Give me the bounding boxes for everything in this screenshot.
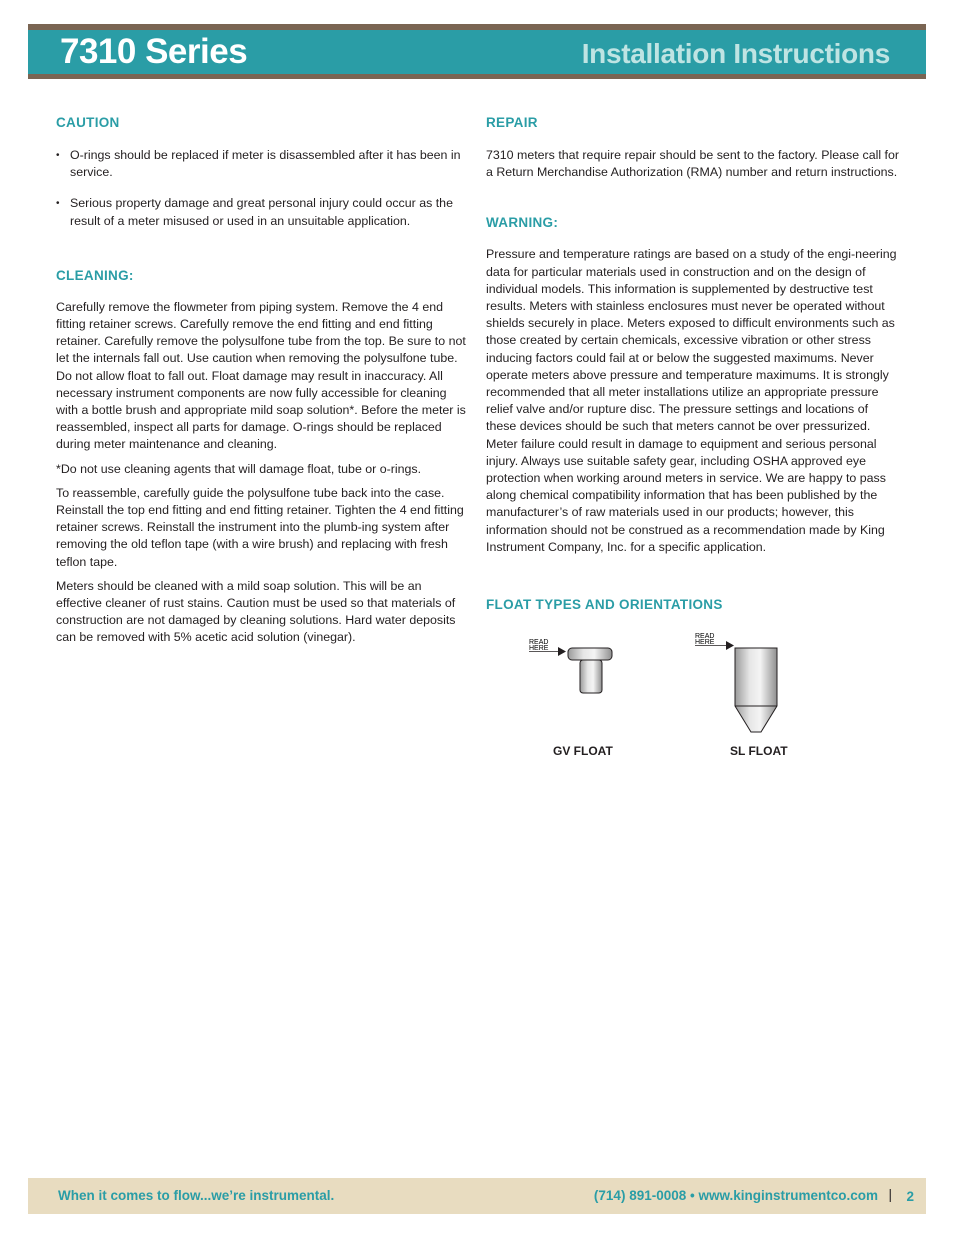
repair-text: 7310 meters that require repair should be sent to the factory. Please call for a Return Merchandise Authorization (RMA) number and return instructions.	[486, 148, 900, 180]
warning-heading: WARNING:	[486, 215, 559, 231]
cleaning-heading: CLEANING:	[56, 267, 134, 283]
left-column	[56, 114, 470, 647]
gv-read-label-1: READ	[529, 639, 549, 647]
caution-heading: CAUTION	[56, 115, 120, 130]
float-types-heading: FLOAT TYPES AND ORIENTATIONS	[486, 597, 723, 613]
gv-read-label-2: HERE	[529, 645, 549, 653]
gv-float-label: GV FLOAT	[553, 744, 613, 759]
series-title: 7310 Series	[60, 32, 248, 71]
sl-float-label: SL FLOAT	[730, 744, 788, 759]
sl-read-label-1: READ	[695, 633, 715, 641]
float-diagram	[486, 628, 900, 788]
float-illustrations	[486, 628, 900, 738]
cleaning-paragraph: To reassemble, carefully guide the polysulfone tube back into the case. Reinstall the top end fitting and end fitting retainer. Tighten the 4 end fitting retainer screws. Reinstall the instrument into the plumb-ing system after removing the old teflon tape (with a wire brush) and replacing with fresh teflon tape.	[56, 485, 464, 569]
page-header	[28, 30, 926, 74]
cleaning-paragraph: *Do not use cleaning agents that will damage float, tube or o-rings.	[56, 461, 422, 476]
footer-tagline: When it comes to flow...we’re instrumental.	[58, 1188, 335, 1203]
sl-read-label-2: HERE	[695, 639, 715, 647]
caution-list	[56, 147, 470, 230]
right-column	[486, 114, 900, 788]
cleaning-paragraph: Meters should be cleaned with a mild soap solution. This will be an effective cleaner of rust stains. Caution must be used so that materials of construction are not damaged by cleaning solutions. Hard water deposits can be removed with 5% acetic acid solution (vinegar).	[56, 578, 456, 645]
warning-text: Pressure and temperature ratings are based on a study of the engi-neering data for particular materials used in construction and on the design of individual models. This information is supplemented by destructive test results. Meters with stainless enclosures must never be operated without shields securely in place. Meters exposed to difficult environments such as those created by certain chemicals, excessive vibration or other stress inducing factors could fail at or below the suggested maximums. Never operate meters above pressure and temperature maximums. It is strongly recommended that all meter installations utilize an appropriate pressure relief valve and/or rupture disc. The pressure settings and locations of these devices should be such that meters cannot be over pressurized. Meter failure could result in damage to equipment and serious personal injury. Always use suitable safety gear, including OSHA approved eye protection when working around meters in service. We are happy to pass along chemical compatibility information that has been published by the manufacturer’s of raw materials used in our products; however, this information should not be construed as a recommendation made by King Instrument Company, Inc. for a specific application.	[486, 247, 897, 554]
cleaning-paragraph: Carefully remove the flowmeter from piping system. Remove the 4 end fitting retainer screws. Carefully remove the end fitting and end fitting retainer. Carefully remove the polysulfone tube from the top. Be sure to not let the internals fall out. Use caution when removing the polysulfone tube. Do not allow float to fall out. Float damage may result in inaccuracy. All necessary instrument components are now fully accessible for cleaning with a bottle brush and appropriate mild soap solution*. Before the meter is reassembled, inspect all parts for damage. O-rings should be replaced during meter maintenance and cleaning.	[56, 299, 466, 452]
document-title: Installation Instructions	[581, 38, 890, 69]
repair-heading: REPAIR	[486, 115, 538, 130]
footer-separator: |	[888, 1187, 892, 1202]
sl-float-icon	[695, 633, 777, 732]
gv-float-icon	[529, 639, 612, 693]
footer-contact: (714) 891-0008 • www.kinginstrumentco.com	[593, 1188, 878, 1203]
page-number: 2	[906, 1189, 914, 1204]
caution-item: • O-rings should be replaced if meter is disassembled after it has been in service.	[56, 147, 470, 181]
page-footer	[28, 1178, 926, 1214]
caution-item: • Serious property damage and great personal injury could occur as the result of a meter misused or used in an unsuitable application.	[56, 195, 470, 229]
